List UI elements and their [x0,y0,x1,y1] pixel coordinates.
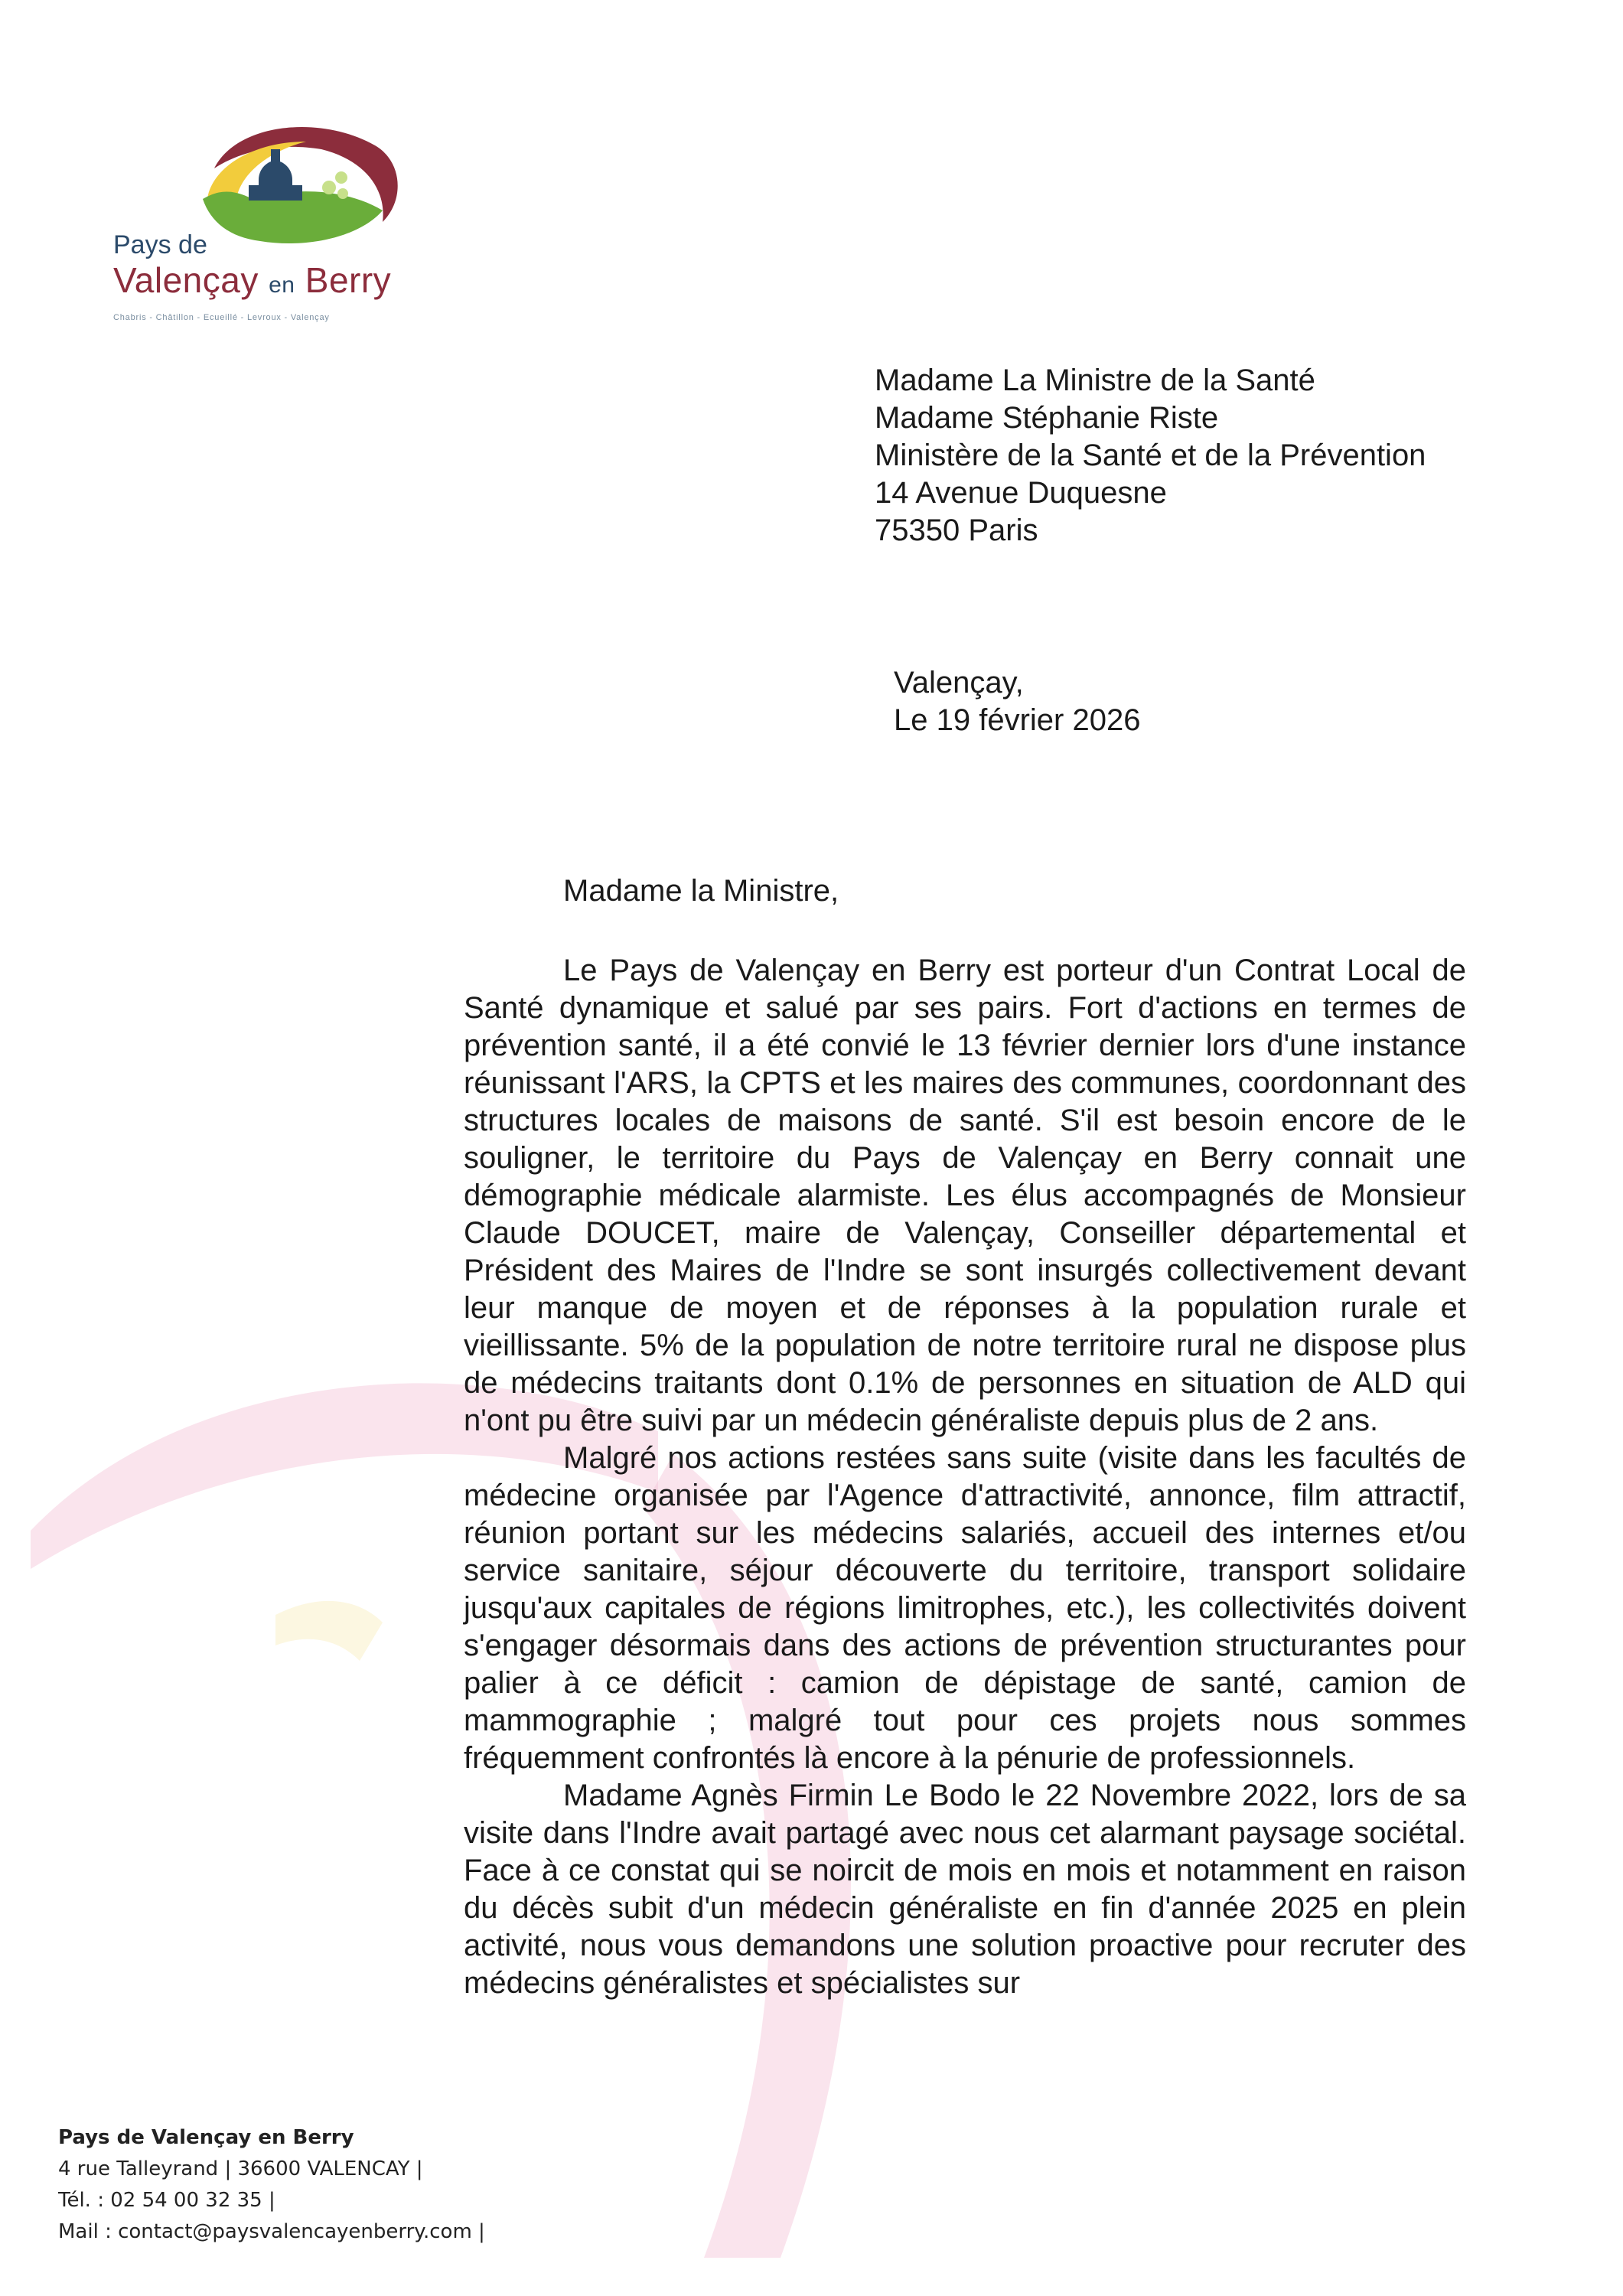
recipient-line: Madame La Ministre de la Santé [875,364,1315,397]
footer-address: 4 rue Talleyrand | 36600 VALENCAY | [58,2157,423,2180]
paragraph: Madame Agnès Firmin Le Bodo le 22 Novembre 2022, lors de sa visite dans l'Indre avait partagé avec nous cet alarmant paysage sociétal. Face à ce constat qui se noircit de mois en mois et notamment en raison du décès subit d'un médecin généraliste en fin d'année 2025 en plein activité, nous vous demandons une solution proactive pour recruter des médecins généralistes et spécialistes sur [464,1779,1466,2000]
footer-org: Pays de Valençay en Berry [58,2126,354,2149]
paragraph: Malgré nos actions restées sans suite (visite dans les facultés de médecine organisée par l'Agence d'attractivité, annonce, film attractif, réunion portant sur les médecins salariés, accueil des internes et/ou service sanitaire, séjour découverte du territoire, transport solidaire jusqu'aux capitales de régions limitrophes, etc.), les collectivités doivent s'engager désormais dans des actions de prévention structurantes pour palier à ce déficit : camion de dépistage de santé, camion de mammographie ; malgré tout pour ces projets nous sommes fréquemment confrontés là encore à la pénurie de professionnels. [464,1441,1466,1775]
salutation: Madame la Ministre, [563,874,839,908]
logo-line1: Pays de [113,230,207,259]
recipient-line: 75350 Paris [875,514,1038,547]
footer-mail: Mail : contact@paysvalencayenberry.com | [58,2220,485,2243]
letter-body [464,952,1466,2002]
logo-line2: Valençay en Berry [113,260,392,300]
date-place: Valençay, [894,666,1024,700]
recipient-line: Ministère de la Santé et de la Prévention [875,439,1426,472]
recipient-block [875,362,1426,550]
logo-text [113,230,435,322]
letter-date: Le 19 février 2026 [894,703,1141,737]
date-block [894,664,1140,739]
footer-contact [58,2122,485,2248]
recipient-line: 14 Avenue Duquesne [875,476,1167,510]
logo-tagline: Chabris - Châtillon - Ecueillé - Levroux - Valençay [113,313,330,322]
footer-phone: Tél. : 02 54 00 32 35 | [58,2189,275,2212]
paragraph: Le Pays de Valençay en Berry est porteur d'un Contrat Local de Santé dynamique et salué par ses pairs. Fort d'actions en termes de prévention santé, il a été convié le 13 février dernier lors d'une instance réunissant l'ARS, la CPTS et les maires des communes, coordonnant des structures locales de maisons de santé. S'il est besoin encore de le souligner, le territoire du Pays de Valençay en Berry connait une démographie médicale alarmiste. Les élus accompagnés de Monsieur Claude DOUCET, maire de Valençay, Conseiller départemental et Président des Maires de l'Indre se sont insurgés collectivement devant leur manque de moyen et de réponses à la population rurale et vieillissante. 5% de la population de notre territoire rural ne dispose plus de médecins traitants dont 0.1% de personnes en situation de ALD qui n'ont pu être suivi par un médecin généraliste depuis plus de 2 ans. [464,954,1466,1437]
recipient-line: Madame Stéphanie Riste [875,401,1219,435]
